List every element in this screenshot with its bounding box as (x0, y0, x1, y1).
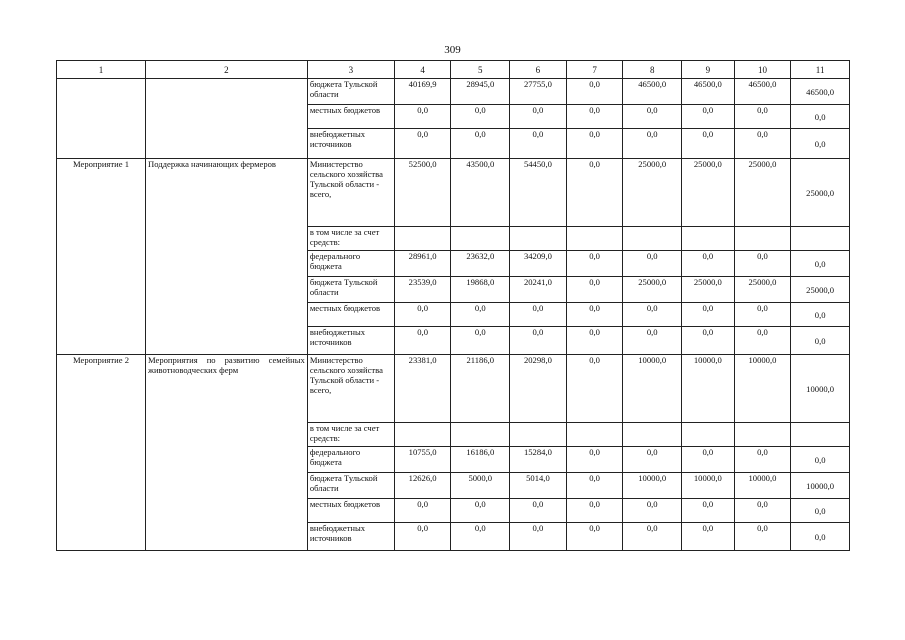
value-cell: 0,0 (791, 499, 850, 523)
value-cell: 10000,0 (682, 355, 735, 423)
value-cell: 0,0 (734, 129, 791, 159)
value-cell: 23539,0 (394, 277, 451, 303)
column-header: 6 (510, 61, 567, 79)
value-cell: 0,0 (682, 251, 735, 277)
column-header: 1 (57, 61, 146, 79)
value-cell: 10755,0 (394, 447, 451, 473)
value-cell: 54450,0 (510, 159, 567, 227)
value-cell: 0,0 (566, 303, 623, 327)
value-cell: 10000,0 (734, 473, 791, 499)
value-cell: 0,0 (566, 105, 623, 129)
value-cell: 0,0 (623, 303, 682, 327)
value-cell: 0,0 (623, 499, 682, 523)
value-cell: 25000,0 (734, 159, 791, 227)
value-cell: 28945,0 (451, 79, 510, 105)
value-cell: 0,0 (394, 499, 451, 523)
value-cell: 46500,0 (791, 79, 850, 105)
measure-name-cell: Мероприятие 2 (57, 355, 146, 551)
table-row (57, 355, 850, 423)
value-cell: 5014,0 (510, 473, 567, 499)
value-cell: 28961,0 (394, 251, 451, 277)
measure-description: Поддержка начинающих фермеров (148, 159, 276, 169)
value-cell (394, 227, 451, 251)
value-cell: 0,0 (623, 523, 682, 551)
value-cell: 5000,0 (451, 473, 510, 499)
value-cell (682, 423, 735, 447)
measure-description-cell (146, 79, 308, 159)
value-cell: 23381,0 (394, 355, 451, 423)
value-cell: 0,0 (566, 327, 623, 355)
value-cell: 43500,0 (451, 159, 510, 227)
value-cell: 0,0 (566, 499, 623, 523)
value-cell: 0,0 (682, 129, 735, 159)
value-cell (734, 423, 791, 447)
value-cell: 0,0 (791, 105, 850, 129)
column-header: 5 (451, 61, 510, 79)
value-cell: 0,0 (566, 129, 623, 159)
value-cell (682, 227, 735, 251)
value-cell: 0,0 (623, 447, 682, 473)
value-cell: 0,0 (734, 523, 791, 551)
value-cell: 0,0 (682, 499, 735, 523)
value-cell (734, 227, 791, 251)
funding-source-cell: бюджета Тульской области (307, 277, 394, 303)
funding-source-cell: местных бюджетов (307, 303, 394, 327)
value-cell: 0,0 (510, 303, 567, 327)
value-cell (510, 227, 567, 251)
funding-source-cell: внебюджетных источников (307, 129, 394, 159)
value-cell (623, 423, 682, 447)
value-cell: 0,0 (510, 499, 567, 523)
value-cell: 0,0 (394, 327, 451, 355)
column-header: 4 (394, 61, 451, 79)
value-cell (451, 423, 510, 447)
value-cell: 0,0 (791, 447, 850, 473)
value-cell (394, 423, 451, 447)
column-header: 8 (623, 61, 682, 79)
value-cell: 0,0 (510, 105, 567, 129)
value-cell: 40169,9 (394, 79, 451, 105)
column-header: 11 (791, 61, 850, 79)
value-cell: 25000,0 (682, 159, 735, 227)
value-cell: 0,0 (734, 327, 791, 355)
value-cell (566, 227, 623, 251)
value-cell: 0,0 (566, 159, 623, 227)
funding-source-cell: в том числе за счет средств: (307, 227, 394, 251)
column-header: 3 (307, 61, 394, 79)
value-cell (510, 423, 567, 447)
value-cell: 0,0 (451, 499, 510, 523)
value-cell: 10000,0 (682, 473, 735, 499)
page-number: 309 (444, 44, 461, 56)
value-cell: 0,0 (451, 303, 510, 327)
value-cell (451, 227, 510, 251)
column-header: 10 (734, 61, 791, 79)
value-cell (791, 227, 850, 251)
value-cell: 10000,0 (791, 355, 850, 423)
table-body (57, 61, 850, 551)
value-cell: 10000,0 (734, 355, 791, 423)
value-cell: 0,0 (623, 129, 682, 159)
funding-source-cell: Министерство сельского хозяйства Тульской области - всего, (307, 355, 394, 423)
funding-source-cell: федерального бюджета (307, 251, 394, 277)
value-cell: 20298,0 (510, 355, 567, 423)
funding-source-cell: Министерство сельского хозяйства Тульской области - всего, (307, 159, 394, 227)
value-cell: 0,0 (394, 105, 451, 129)
value-cell: 0,0 (623, 105, 682, 129)
value-cell: 0,0 (682, 105, 735, 129)
value-cell: 10000,0 (791, 473, 850, 499)
table-row (57, 79, 850, 105)
value-cell: 46500,0 (623, 79, 682, 105)
value-cell: 27755,0 (510, 79, 567, 105)
value-cell: 0,0 (791, 129, 850, 159)
value-cell: 0,0 (734, 447, 791, 473)
funding-source-cell: бюджета Тульской области (307, 79, 394, 105)
value-cell: 0,0 (734, 251, 791, 277)
value-cell: 0,0 (510, 129, 567, 159)
value-cell: 0,0 (791, 523, 850, 551)
value-cell: 0,0 (510, 327, 567, 355)
value-cell: 0,0 (682, 327, 735, 355)
value-cell: 46500,0 (682, 79, 735, 105)
value-cell: 25000,0 (623, 159, 682, 227)
value-cell: 0,0 (451, 327, 510, 355)
value-cell: 0,0 (566, 277, 623, 303)
value-cell: 0,0 (682, 303, 735, 327)
value-cell: 0,0 (566, 355, 623, 423)
value-cell: 0,0 (566, 523, 623, 551)
value-cell: 0,0 (394, 129, 451, 159)
value-cell: 0,0 (623, 251, 682, 277)
value-cell: 0,0 (566, 447, 623, 473)
funding-source-cell: бюджета Тульской области (307, 473, 394, 499)
funding-source-cell: внебюджетных источников (307, 523, 394, 551)
value-cell: 0,0 (394, 303, 451, 327)
column-header: 2 (146, 61, 308, 79)
value-cell: 0,0 (623, 327, 682, 355)
value-cell: 0,0 (510, 523, 567, 551)
value-cell (566, 423, 623, 447)
value-cell: 10000,0 (623, 473, 682, 499)
value-cell: 0,0 (451, 523, 510, 551)
value-cell: 0,0 (791, 251, 850, 277)
column-header: 7 (566, 61, 623, 79)
value-cell: 25000,0 (682, 277, 735, 303)
value-cell: 34209,0 (510, 251, 567, 277)
funding-source-cell: местных бюджетов (307, 499, 394, 523)
value-cell: 25000,0 (791, 277, 850, 303)
value-cell: 0,0 (791, 303, 850, 327)
measure-description-cell (146, 355, 308, 551)
value-cell: 25000,0 (623, 277, 682, 303)
table-row (57, 159, 850, 227)
header-row (57, 61, 850, 79)
value-cell: 52500,0 (394, 159, 451, 227)
value-cell: 19868,0 (451, 277, 510, 303)
value-cell: 23632,0 (451, 251, 510, 277)
measure-name-cell (57, 79, 146, 159)
value-cell: 0,0 (734, 105, 791, 129)
value-cell: 25000,0 (791, 159, 850, 227)
funding-source-cell: федерального бюджета (307, 447, 394, 473)
value-cell (791, 423, 850, 447)
value-cell: 0,0 (451, 105, 510, 129)
value-cell: 0,0 (566, 473, 623, 499)
value-cell: 0,0 (682, 523, 735, 551)
value-cell: 0,0 (734, 499, 791, 523)
value-cell: 25000,0 (734, 277, 791, 303)
value-cell: 10000,0 (623, 355, 682, 423)
value-cell: 46500,0 (734, 79, 791, 105)
value-cell: 0,0 (734, 303, 791, 327)
value-cell: 15284,0 (510, 447, 567, 473)
value-cell: 16186,0 (451, 447, 510, 473)
value-cell: 0,0 (791, 327, 850, 355)
value-cell: 12626,0 (394, 473, 451, 499)
value-cell: 0,0 (566, 79, 623, 105)
funding-source-cell: в том числе за счет средств: (307, 423, 394, 447)
column-header: 9 (682, 61, 735, 79)
value-cell: 21186,0 (451, 355, 510, 423)
value-cell (623, 227, 682, 251)
value-cell: 0,0 (566, 251, 623, 277)
value-cell: 0,0 (394, 523, 451, 551)
measure-description: Мероприятия по развитию семейных животноводческих ферм (148, 355, 305, 375)
funding-source-cell: местных бюджетов (307, 105, 394, 129)
value-cell: 0,0 (682, 447, 735, 473)
value-cell: 20241,0 (510, 277, 567, 303)
value-cell: 0,0 (451, 129, 510, 159)
budget-table (56, 60, 850, 551)
measure-name-cell: Мероприятие 1 (57, 159, 146, 355)
measure-description-cell (146, 159, 308, 355)
funding-source-cell: внебюджетных источников (307, 327, 394, 355)
